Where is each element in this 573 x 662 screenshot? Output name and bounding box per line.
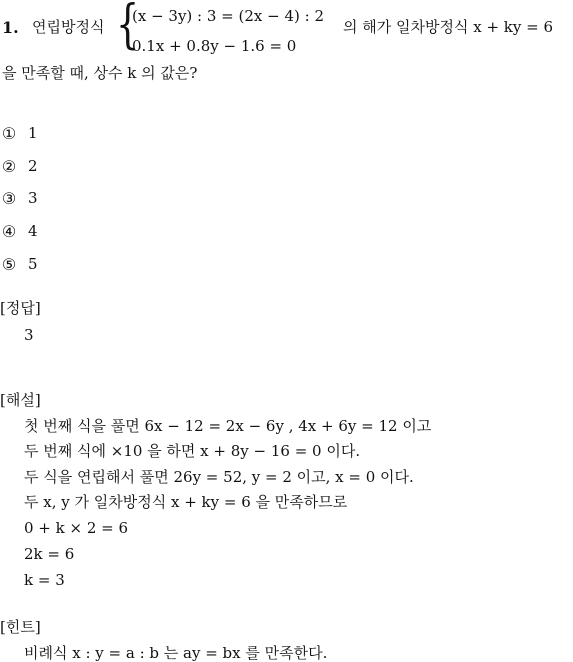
option-marker: ② <box>1 156 17 176</box>
solution-heading: [해설] <box>0 391 41 409</box>
option-label: 5 <box>28 255 38 273</box>
solution-line: 두 식을 연립해서 풀면 26y = 52, y = 2 이고, x = 0 이다. <box>24 468 414 486</box>
hint-heading: [힌트] <box>0 618 41 636</box>
solution-line: 두 x, y 가 일차방정식 x + ky = 6 을 만족하므로 <box>24 493 348 511</box>
equation-2: 0.1x + 0.8y − 1.6 = 0 <box>132 37 297 55</box>
solution-line: k = 3 <box>24 571 65 589</box>
option-marker: ① <box>1 123 17 143</box>
equation-1: (x − 3y) : 3 = (2x − 4) : 2 <box>132 7 325 25</box>
option-marker: ④ <box>1 221 17 241</box>
option-label: 2 <box>28 157 38 175</box>
option-5[interactable] <box>0 254 38 274</box>
solution-line: 2k = 6 <box>24 545 75 563</box>
solution-line: 0 + k × 2 = 6 <box>24 519 129 537</box>
answer-heading: [정답] <box>0 299 41 317</box>
question-line-2: 을 만족할 때, 상수 k 의 값은? <box>2 64 198 82</box>
option-4[interactable] <box>0 221 38 241</box>
question-suffix: 의 해가 일차방정식 x + ky = 6 <box>343 18 554 36</box>
option-label: 3 <box>28 189 38 207</box>
option-1[interactable] <box>0 123 38 143</box>
answer-value: 3 <box>24 326 34 344</box>
system-brace: { <box>116 0 140 55</box>
question-prefix: 연립방정식 <box>32 18 105 36</box>
solution-line: 첫 번째 식을 풀면 6x − 12 = 2x − 6y , 4x + 6y = 12 이고 <box>24 417 432 435</box>
option-label: 1 <box>28 124 38 142</box>
option-label: 4 <box>28 222 38 240</box>
option-2[interactable] <box>0 156 38 176</box>
solution-line: 두 번째 식에 ×10 을 하면 x + 8y − 16 = 0 이다. <box>24 442 361 460</box>
option-3[interactable] <box>0 188 38 208</box>
question-number: 1. <box>2 18 19 37</box>
option-marker: ③ <box>1 188 17 208</box>
hint-text: 비례식 x : y = a : b 는 ay = bx 를 만족한다. <box>24 644 328 662</box>
option-marker: ⑤ <box>1 254 17 274</box>
